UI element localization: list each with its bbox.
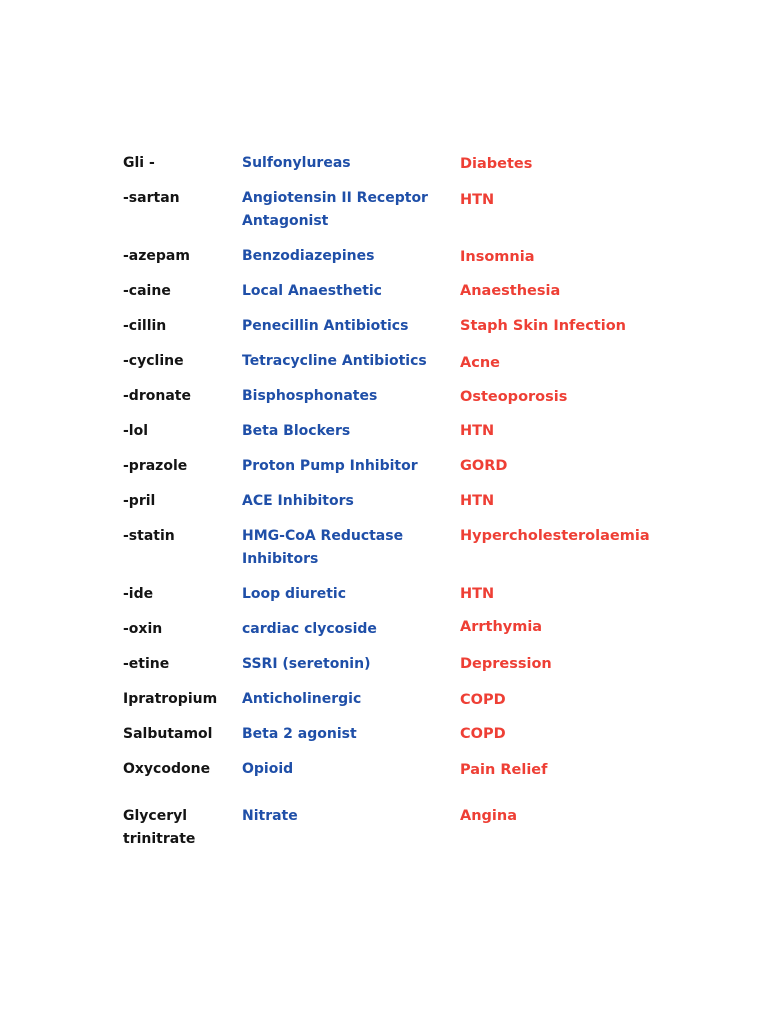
drug-suffix: -dronate [123,388,191,404]
drug-use: HTN [460,192,495,208]
drug-class: ACE Inhibitors [242,493,354,509]
drug-suffix: Ipratropium [123,691,218,707]
drug-use: Staph Skin Infection [460,318,626,334]
table-row [123,583,683,618]
drug-suffix: -pril [123,493,156,509]
table-row [123,805,683,863]
drug-use: Arrthymia [460,619,543,635]
table-row [123,385,683,420]
table-row [123,315,683,350]
drug-class: Anticholinergic [242,691,362,707]
drug-suffix: -statin [123,528,175,544]
drug-use: GORD [460,458,508,474]
table-row [123,688,683,723]
drug-use: Hypercholesterolaemia [460,528,650,544]
table-row [123,420,683,455]
drug-class: cardiac clycoside [242,621,377,637]
drug-class: Nitrate [242,808,298,824]
drug-suffix: -etine [123,656,170,672]
drug-class: Bisphosphonates [242,388,378,404]
drug-use: Diabetes [460,156,533,172]
drug-class: SSRI (seretonin) [242,656,371,672]
drug-suffix: -oxin [123,621,163,637]
drug-class: HMG-CoA Reductase Inhibitors [242,528,404,567]
drug-suffix: Oxycodone [123,761,211,777]
drug-use: Osteoporosis [460,389,568,405]
drug-use: Pain Relief [460,762,548,778]
table-row [123,187,683,245]
drug-suffix: -cycline [123,353,184,369]
table-row [123,455,683,490]
table-row [123,525,683,583]
drug-class: Beta Blockers [242,423,351,439]
drug-use: Acne [460,355,500,371]
drug-class: Beta 2 agonist [242,726,357,742]
drug-suffix: Glyceryl trinitrate [123,808,196,847]
table-row [123,350,683,385]
table-row [123,490,683,525]
table-row [123,618,683,653]
drug-class: Benzodiazepines [242,248,375,264]
drug-use: HTN [460,493,495,509]
drug-suffix: -cillin [123,318,167,334]
table-row [123,152,683,187]
drug-class: Proton Pump Inhibitor [242,458,418,474]
drug-class: Loop diuretic [242,586,347,602]
drug-class: Penecillin Antibiotics [242,318,409,334]
table-row [123,723,683,758]
drug-suffix: -prazole [123,458,188,474]
drug-suffix: -lol [123,423,149,439]
drug-use: Angina [460,808,518,824]
drug-class: Local Anaesthetic [242,283,382,299]
drug-suffix: Salbutamol [123,726,213,742]
drug-suffix-table [123,152,683,863]
drug-class: Angiotensin II Receptor Antagonist [242,190,428,229]
table-row [123,280,683,315]
drug-use: HTN [460,586,495,602]
table-row [123,653,683,688]
drug-suffix: -ide [123,586,154,602]
drug-suffix: -caine [123,283,171,299]
drug-use: COPD [460,726,506,742]
drug-use: Depression [460,656,552,672]
drug-use: HTN [460,423,495,439]
drug-class: Sulfonylureas [242,155,351,171]
drug-use: COPD [460,692,506,708]
drug-suffix: -sartan [123,190,180,206]
drug-class: Tetracycline Antibiotics [242,353,427,369]
table-row [123,245,683,280]
table-row [123,758,683,805]
drug-suffix: -azepam [123,248,190,264]
drug-use: Anaesthesia [460,283,561,299]
drug-use: Insomnia [460,249,535,265]
drug-suffix: Gli - [123,155,155,171]
drug-class: Opioid [242,761,294,777]
